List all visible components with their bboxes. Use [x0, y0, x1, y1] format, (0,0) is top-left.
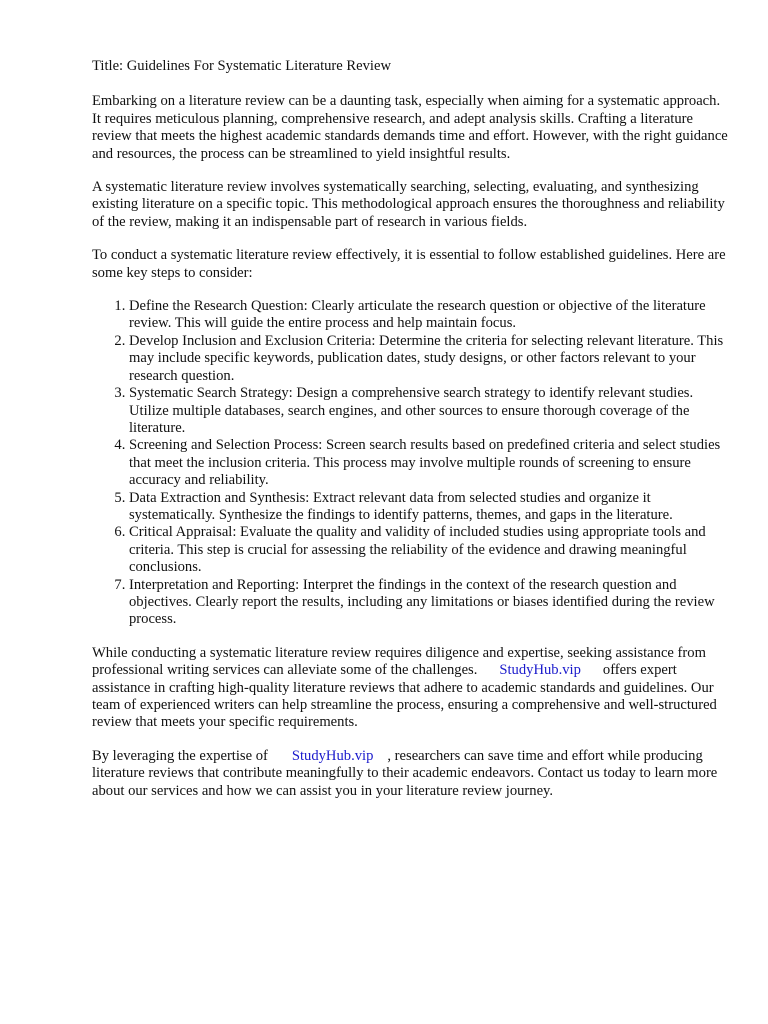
list-item: 5. Data Extraction and Synthesis: Extract relevant data from selected studies and organize it systematically. Synthesize the findings to identify patterns, themes, and gaps in the literature. [129, 490, 732, 525]
definition-paragraph: A systematic literature review involves systematically searching, selecting, evaluating, and synthesizing existing literature on a specific topic. This methodological approach ensures the thoroughness and reliability of the review, making it an indispensable part of research in various fields. [92, 179, 725, 230]
list-item: 2. Develop Inclusion and Exclusion Criteria: Determine the criteria for selecting relevant literature. This may include specific keywords, publication dates, study designs, or other factors relevant to your research question. [129, 333, 732, 385]
steps-intro-paragraph: To conduct a systematic literature review effectively, it is essential to follow established guidelines. Here are some key steps to consider: [92, 247, 726, 281]
list-item: 7. Interpretation and Reporting: Interpret the findings in the context of the research question and objectives. Clearly report the results, including any limitations or biases identified during the review process. [129, 577, 732, 629]
list-item: 4. Screening and Selection Process: Screen search results based on predefined criteria and select studies that meet the inclusion criteria. This process may involve multiple rounds of screening to ensure accuracy and reliability. [129, 437, 732, 489]
services-paragraph [92, 645, 732, 732]
steps-list [92, 298, 732, 629]
closing-text-after: , researchers can save time and effort while producing literature reviews that contribute meaningfully to their academic endeavors. Contact us today to learn more about our services and how we can assist you in your literature review journey. [92, 747, 718, 799]
services-text-before: While conducting a systematic literature review requires diligence and expertise, seeking assistance from professional writing services can alleviate some of the challenges. [92, 644, 706, 679]
closing-text-before: By leveraging the expertise of [92, 747, 268, 764]
list-item: 3. Systematic Search Strategy: Design a comprehensive search strategy to identify relevant studies. Utilize multiple databases, search engines, and other sources to ensure thorough coverage of the literature. [129, 385, 732, 437]
studyhub-link[interactable]: StudyHub.vip [499, 662, 581, 679]
studyhub-link[interactable]: StudyHub.vip [291, 747, 374, 764]
services-text-after: offers expert assistance in crafting high-quality literature reviews that adhere to academic standards and guidelines. Our team of experienced writers can help streamline the process, ensuring a comprehensive and well-structured review that meets your specific requirements. [92, 662, 717, 731]
list-item: 6. Critical Appraisal: Evaluate the quality and validity of included studies using appropriate tools and criteria. This step is crucial for assessing the reliability of the evidence and drawing meaningful conclusions. [129, 524, 732, 576]
document-title: Title: Guidelines For Systematic Literature Review [92, 58, 391, 74]
closing-paragraph [92, 748, 732, 800]
document-page [92, 58, 732, 816]
list-item: 1. Define the Research Question: Clearly articulate the research question or objective of the literature review. This will guide the entire process and help maintain focus. [129, 298, 732, 333]
intro-paragraph: Embarking on a literature review can be a daunting task, especially when aiming for a systematic approach. It requires meticulous planning, comprehensive research, and adept analysis skills. Crafting a literature review that meets the highest academic standards demands time and effort. However, with the right guidance and resources, the process can be streamlined to yield insightful results. [92, 93, 728, 162]
